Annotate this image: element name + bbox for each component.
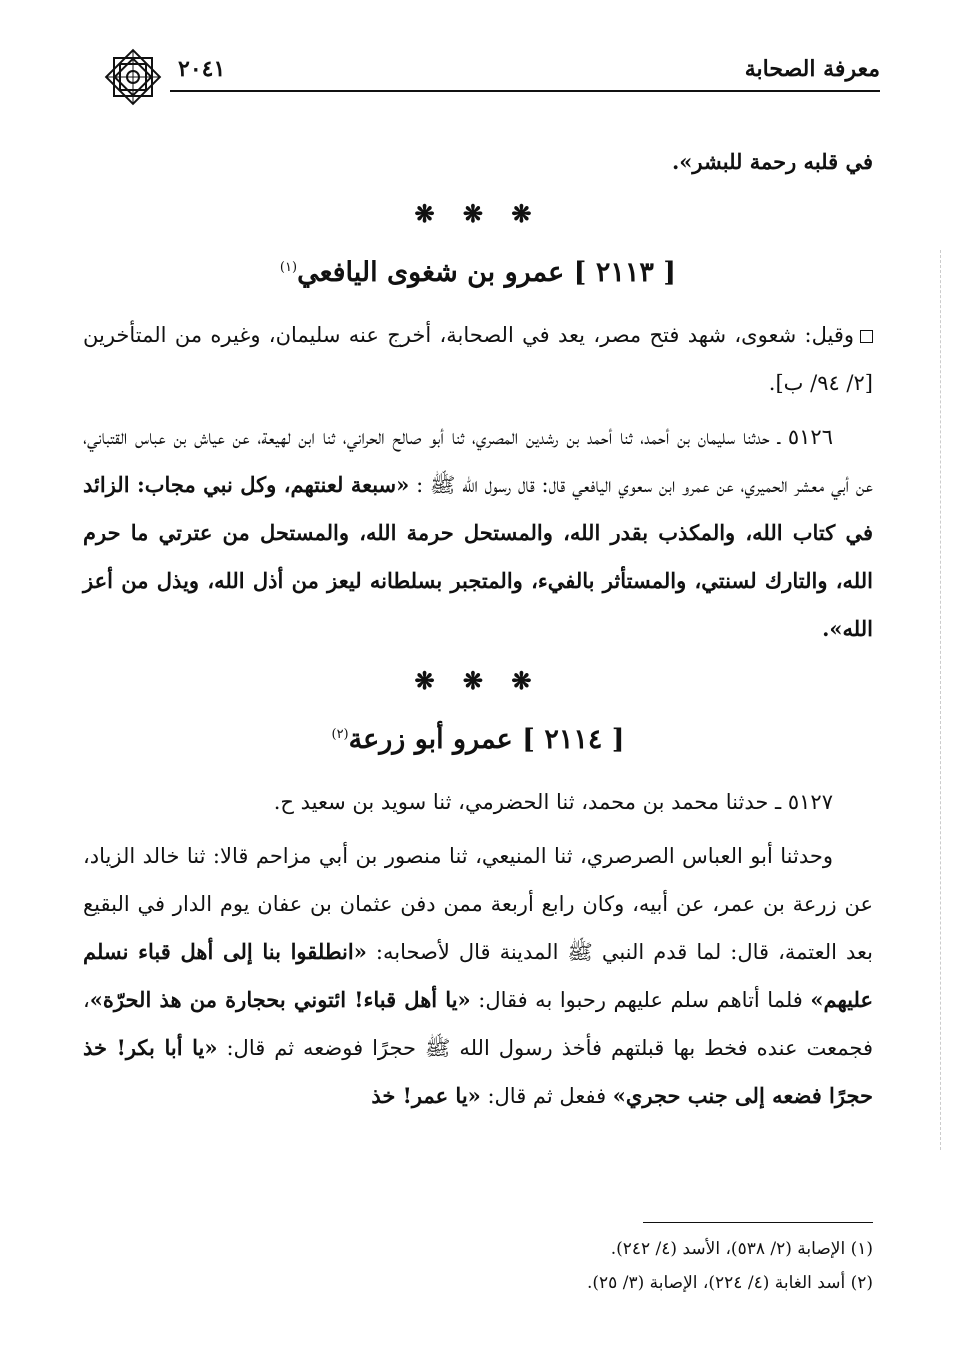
footnote-ref: (١) — [279, 260, 298, 275]
footnote-rule — [643, 1222, 873, 1223]
scan-edge-mark — [940, 250, 942, 1150]
footnote-2: (٢) أسد الغابة (٤/ ٢٢٤)، الإصابة (٣/ ٢٥). — [586, 1273, 873, 1293]
hadith-quote: «انطلقوا بنا إلى أهل قباء نسلم عليهم» — [83, 939, 873, 1012]
hadith-isnad: ٥١٢٦ ـ حدثنا سليمان بن أحمد، ثنا أحمد بن رشدين المصري، ثنا أبو صالح الحراني، ثنا ابن لهيعة، عن عياش بن عباس القتباني، عن أبي معشر الحميري، عن عمرو ابن سعوي اليافعي قال: قال رسول الله ﷺ : — [83, 425, 873, 497]
hadith-text: فلما أتاهم سلم عليهم رحبوا به فقال: — [470, 988, 811, 1012]
footnotes — [83, 1232, 873, 1300]
hadith-5127-body — [83, 832, 873, 1120]
hadith-matn: «سبعة لعنتهم، وكل نبي مجاب: الزائد في كتاب الله، والمكذب بقدر الله، والمستحل حرمة الله، والمستحل من عترتي ما حرم الله، والتارك لسنتي، والمستأثر بالفيء، والمتجبر بسلطانه ليعز من أذل الله، ويذل من أعز الله». — [83, 472, 873, 641]
square-marker-icon — [860, 330, 873, 343]
running-title: معرفة الصحابة — [744, 56, 880, 82]
entry-title-2113 — [83, 240, 873, 301]
header-rule — [170, 90, 880, 92]
intro-line: في قلبه رحمة للبشر». — [671, 149, 873, 174]
hadith-5127-isnad: ٥١٢٧ ـ حدثنا محمد بن محمد، ثنا الحضرمي، ثنا سويد بن سعيد ح. — [273, 790, 833, 814]
hadith-text: وحدثنا أبو العباس الصرصري، ثنا المنيعي، ثنا منصور بن أبي مزاحم قالا: ثنا خالد الزياد، عن زرعة بن عمر، عن أبيه، وكان رابع أربعة ممن دفن عثمان بن عفان يوم الدار في البقيع بعد العتمة، قال: لما قدم النبي ﷺ المدينة قال لأصحابه: — [83, 844, 873, 964]
entry-name: عمرو بن شغوى اليافعي — [297, 257, 565, 288]
biography-paragraph — [83, 311, 873, 407]
biography-text: وقيل: شعوى، شهد فتح مصر، يعد في الصحابة، أخرج عنه سليمان، وغيره من المتأخرين [٢/ ٩٤/ ب]. — [83, 323, 873, 395]
page-header — [100, 50, 880, 98]
entry-name: عمرو أبو زرعة — [348, 724, 513, 755]
hadith-text: ، فجمعت عنده فخط بها قبلتهم فأخذ رسول الله ﷺ حجرًا فوضعه ثم قال: — [83, 988, 873, 1060]
entry-number: [ ٢١١٤ ] — [522, 724, 625, 755]
footnote-ref: (٢) — [331, 727, 349, 742]
ornament-star-icon — [100, 44, 166, 110]
entry-title-2114 — [83, 707, 873, 768]
hadith-quote: «يا عمر! خذ — [371, 1083, 481, 1108]
hadith-quote: «يا أهل قباء! ائتوني بحجارة من هذ الحرّة» — [89, 987, 471, 1012]
page-content — [83, 138, 873, 1120]
footnote-1: (١) الإصابة (٢/ ٥٣٨)، الأسد (٤/ ٢٤٢). — [610, 1239, 873, 1259]
section-separator: ❋ ❋ ❋ — [414, 199, 542, 228]
hadith-quote: «يا أبا بكر! خذ حجرًا فضعه إلى جنب حجري» — [83, 1035, 873, 1108]
entry-number: [ ٢١١٣ ] — [573, 257, 677, 288]
hadith-text: ففعل ثم قال: — [480, 1084, 613, 1108]
section-separator: ❋ ❋ ❋ — [414, 666, 542, 695]
page-number: ٢٠٤١ — [178, 56, 226, 82]
hadith-5126 — [83, 413, 873, 653]
